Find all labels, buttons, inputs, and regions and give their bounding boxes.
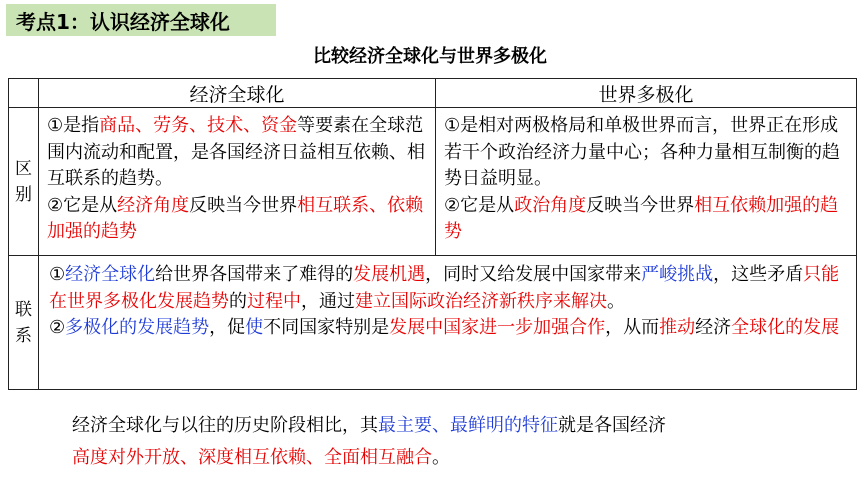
text-span: 反映当今世界 xyxy=(586,194,695,216)
difference-multipolarity-point-1: ①是相对两极格局和单极世界而言，世界正在形成若干个政治经济力量中心；各种力量相互制衡的趋势日益明显。 xyxy=(444,115,840,189)
highlight-red: 只能在世界多极化发展趋势 xyxy=(49,264,840,312)
col-header-economic-globalization: 经济全球化 xyxy=(39,79,436,108)
difference-globalization-point-2 xyxy=(47,193,431,246)
text-span: 经济全球化与以往的历史阶段相比，其 xyxy=(72,415,378,436)
difference-globalization-cell xyxy=(39,108,436,256)
highlight-red: 建立国际政治经济新秩序来解决 xyxy=(355,290,607,312)
header-row xyxy=(9,79,857,108)
row-label-difference xyxy=(9,108,39,256)
difference-multipolarity-cell xyxy=(436,108,857,256)
connection-point-2 xyxy=(49,315,850,342)
highlight-red: 推动 xyxy=(659,317,696,338)
highlight-red: 相互联系、依赖加强的趋势 xyxy=(47,194,424,242)
highlight-red: 相互依赖加强的趋势 xyxy=(444,194,839,242)
highlight-blue: 多极化的发展趋势 xyxy=(65,317,210,338)
text-span: 经济 xyxy=(695,317,732,338)
row-label-char: 系 xyxy=(15,325,32,346)
highlight-red: 商品、劳务、技术、资金 xyxy=(99,115,298,136)
text-span: ，这些矛盾 xyxy=(713,264,804,285)
highlight-red: 全球化的发展 xyxy=(731,317,840,338)
row-label-char: 别 xyxy=(15,184,32,205)
highlight-blue: 经济全球化 xyxy=(65,264,156,285)
highlight-red: 高度对外开放、深度相互依赖、全面相互融合 xyxy=(72,447,432,468)
text-span: 给世界各国带来了难得的 xyxy=(155,264,354,285)
highlight-red: 过程中 xyxy=(247,290,301,312)
text-span: ，同时又给发展中国家带来 xyxy=(425,264,642,285)
table-title: 比较经济全球化与世界多极化 xyxy=(313,46,547,67)
footer-line-2 xyxy=(72,442,666,474)
text-span: ① xyxy=(49,264,66,285)
highlight-red: 发展中国家进一步加强合作 xyxy=(389,317,606,338)
comparison-table xyxy=(8,78,857,390)
highlight-red: 经济角度 xyxy=(117,194,190,216)
text-span: ②它是从 xyxy=(47,194,118,216)
difference-row xyxy=(9,108,857,256)
highlight-blue: 最主要、最鲜明的特征 xyxy=(378,415,558,436)
connection-row xyxy=(9,256,857,390)
connection-cell xyxy=(39,256,857,390)
col-header-multipolarity: 世界多极化 xyxy=(436,79,857,108)
row-label-char: 联 xyxy=(15,299,32,320)
text-span: 就是各国经济 xyxy=(558,415,666,436)
text-span: ①是指 xyxy=(47,115,100,136)
text-span: ，促 xyxy=(209,317,246,338)
text-span: ②它是从 xyxy=(444,194,515,216)
empty-corner-cell xyxy=(9,79,39,108)
text-span: 的 xyxy=(229,290,247,312)
topic-tag-text: 考点1：认识经济全球化 xyxy=(16,9,230,34)
text-span: ，通过 xyxy=(301,290,355,312)
text-span: ② xyxy=(49,317,66,338)
highlight-red: 政治角度 xyxy=(514,194,587,216)
difference-globalization-point-1 xyxy=(47,113,431,193)
footer-note xyxy=(72,410,666,474)
row-label-char: 区 xyxy=(15,158,32,179)
text-span: 等要素在全球范围内流动和配置，是各国经济日益相互依赖、相互联系的趋势。 xyxy=(47,115,425,189)
text-span: ，从而 xyxy=(605,317,660,338)
highlight-red: 发展机遇 xyxy=(353,264,426,285)
connection-point-1 xyxy=(49,262,850,315)
text-span: 。 xyxy=(607,290,625,312)
highlight-blue: 严峻挑战 xyxy=(641,264,714,285)
difference-multipolarity-point-2 xyxy=(444,193,852,246)
text-span: 反映当今世界 xyxy=(189,194,298,216)
highlight-blue: 使 xyxy=(245,317,264,338)
topic-tag xyxy=(6,4,276,36)
footer-line-1 xyxy=(72,410,666,442)
text-span: 。 xyxy=(432,447,450,468)
row-label-connection xyxy=(9,256,39,390)
text-span: 不同国家特别是 xyxy=(263,317,390,338)
